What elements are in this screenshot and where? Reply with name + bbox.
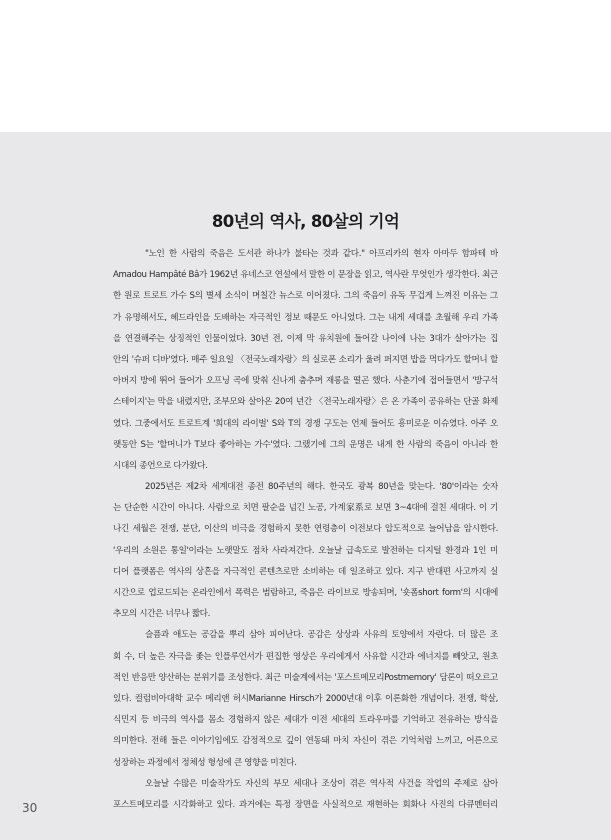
text-line: 오늘날 수많은 미술작가도 자신의 부모 세대나 조상이 겪은 역사적 사건을 작업의 주제로 삼아 bbox=[145, 778, 498, 789]
text-line: 추모의 시간은 너무나 짧다. bbox=[113, 609, 210, 620]
text-line: 디어 플랫폼은 역사의 상흔을 자극적인 콘텐츠로만 소비하는 데 일조하고 있다. 지구 반대편 사고까지 실 bbox=[113, 566, 498, 577]
paragraph bbox=[113, 774, 498, 816]
text-line: 의미한다. 전해 들은 이야기임에도 감정적으로 깊이 연동돼 마치 자신이 겪은 기억처럼 느끼고, 어른으로 bbox=[113, 736, 498, 747]
text-line: 아버지 방에 뛰어 들어가 오프닝 곡에 맞춰 신나게 춤추며 재롱을 떨곤 했다. 사춘기에 접어들면서 '방구석 bbox=[113, 376, 498, 387]
text-line: 을 연결해주는 상징적인 인물이었다. 30년 전, 이제 막 유치원에 들어갈 나이에 나는 3대가 살아가는 집 bbox=[113, 333, 498, 344]
paragraph bbox=[113, 244, 498, 477]
text-line: 는 단순한 시간이 아니다. 사람으로 치면 팔순을 넘긴 노공, 가계家系로 보면 3~4대에 걸친 세대다. 이 기 bbox=[113, 503, 498, 514]
text-line: 있다. 컬럼비아대학 교수 메리앤 허시Marianne Hirsch가 2000년대 이후 이론화한 개념이다. 전쟁, 학살, bbox=[113, 693, 498, 704]
text-line: 식민지 등 비극의 역사를 몸소 경험하지 않은 세대가 이전 세대의 트라우마를 기억하고 전유하는 방식을 bbox=[113, 715, 498, 726]
text-line: 시대의 종언으로 다가왔다. bbox=[113, 460, 208, 471]
text-line: 시간으로 업로드되는 온라인에서 폭력은 범람하고, 죽음은 라이브로 방송되며, '숏폼short form'의 시대에 bbox=[113, 588, 498, 598]
text-line: 나긴 세월은 전쟁, 분단, 이산의 비극을 경험하지 못한 연령층이 이전보다 압도적으로 늘어남을 암시한다. bbox=[113, 524, 498, 535]
text-line: '우리의 소원은 통일'이라는 노랫말도 점차 사라져간다. 오늘날 급속도로 발전하는 디지털 환경과 1인 미 bbox=[113, 545, 498, 556]
text-line: 한 원로 트로트 가수 S의 별세 소식이 며칠간 뉴스로 이어졌다. 그의 죽음이 유독 무겁게 느껴진 이유는 그 bbox=[113, 291, 498, 302]
text-line: 스테이지'는 막을 내렸지만, 조부모와 살아온 20여 년간 〈전국노래자랑〉은 온 가족이 공유하는 단골 화제 bbox=[113, 397, 498, 408]
text-line: 성장하는 과정에서 정체성 형성에 큰 영향을 미친다. bbox=[113, 757, 297, 768]
page-number: 30 bbox=[22, 801, 38, 815]
text-line: 포스트메모리를 시각화하고 있다. 과거에는 특정 장면을 사실적으로 재현하는 회화나 사진의 다큐멘터리 bbox=[113, 799, 498, 810]
text-line: 안의 '슈퍼 디바'였다. 매주 일요일 〈전국노래자랑〉의 실로폰 소리가 울려 퍼지면 밥을 먹다가도 할머니 할 bbox=[113, 354, 498, 365]
paragraph bbox=[113, 477, 498, 625]
text-line: 회 수, 더 높은 자극을 좇는 인플루언서가 편집한 영상은 우리에게서 사유할 시간과 에너지를 빼앗고, 원초 bbox=[113, 651, 498, 662]
text-line: 였다. 그중에서도 트로트계 '희대의 라이벌' S와 T의 경쟁 구도는 언제 들어도 흥미로운 이슈였다. 아주 오 bbox=[113, 418, 498, 429]
text-line: "노인 한 사람의 죽음은 도서관 하나가 불타는 것과 같다." 아프리카의 현자 아마두 함파테 바 bbox=[145, 249, 498, 259]
paragraph bbox=[113, 625, 498, 773]
text-line: 가 유명해서도, 헤드라인을 도배하는 자극적인 정보 때문도 아니었다. 그는 내게 세대를 초월해 우리 가족 bbox=[113, 312, 498, 323]
text-line: 랫동안 S는 '할머니가 T보다 좋아하는 가수'였다. 그랬기에 그의 운명은 내게 한 사람의 죽음이 아니라 한 bbox=[113, 439, 498, 450]
article-title: 80년의 역사, 80살의 기억 bbox=[211, 212, 400, 231]
document-page bbox=[0, 132, 611, 840]
text-line: Amadou Hampâté Bâ가 1962년 유네스코 연설에서 말한 이 문장을 읽고, 역사란 무엇인가 생각한다. 최근 bbox=[113, 270, 498, 281]
text-line: 슬픔과 애도는 공감을 뿌리 삼아 피어난다. 공감은 상상과 사유의 토양에서 자란다. 더 많은 조 bbox=[145, 630, 498, 641]
article-body bbox=[113, 244, 498, 816]
text-line: 2025년은 제2차 세계대전 종전 80주년의 해다. 한국도 광복 80년을 맞는다. '80'이라는 숫자 bbox=[145, 482, 498, 493]
text-line: 적인 반응만 양산하는 분위기를 조성한다. 최근 미술계에서는 '포스트메모리Postmemory' 담론이 떠오르고 bbox=[113, 672, 498, 683]
